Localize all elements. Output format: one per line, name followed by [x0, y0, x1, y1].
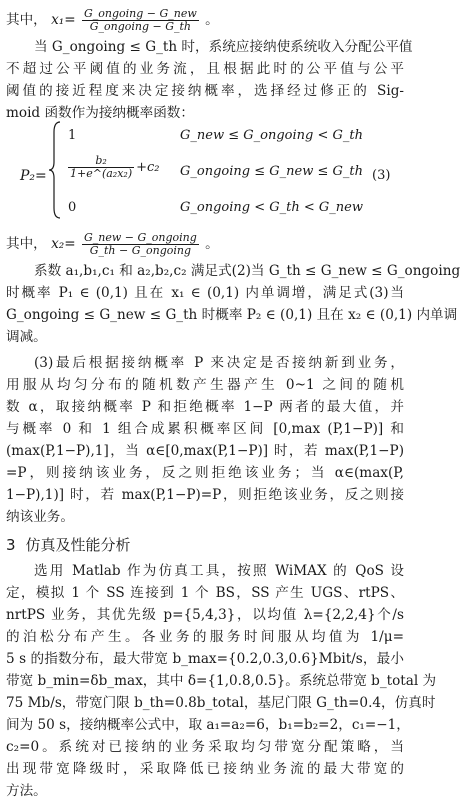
- rule2-line-4: moid 函数作为接纳概率函数：: [6, 105, 194, 121]
- rule3-line-1: (3)最后根据接纳概率 P 来决定是否接纳新到业务，: [34, 355, 404, 371]
- x2-label: x₂=: [51, 236, 76, 252]
- case-2-condition: G_ongoing ≤ G_new ≤ G_th: [180, 164, 363, 179]
- x2-suffix: 。: [205, 236, 219, 252]
- left-brace-icon: [48, 120, 62, 220]
- x1-prefix: 其中，: [6, 12, 47, 28]
- x2-numerator: G_new − G_ongoing: [83, 231, 197, 244]
- x2-denominator: G_th − G_ongoing: [89, 244, 192, 257]
- sim-line-11: 方法。: [6, 783, 47, 799]
- x2-definition: [6, 232, 404, 257]
- params-line-3: G_ongoing ≤ G_new ≤ G_th 时概率 P₂ ∈ (0,1) 且在 x₂ ∈ (0,1) 内单调: [6, 307, 458, 323]
- rule2-line-3: 阈值的接近程度来决定接纳概率，选择经过修正的 Sig-: [6, 83, 404, 99]
- case-1-condition: G_new ≤ G_ongoing < G_th: [180, 128, 363, 143]
- rule3-line-3: 数 α，取接纳概率 P 和拒绝概率 1−P 两者的最大值，并: [6, 399, 404, 415]
- rule3-line-6: =P，则接纳该业务，反之则拒绝该业务；当 α∈(max(P,: [6, 465, 404, 481]
- sim-line-3: nrtPS 业务，其优先级 p={5,4,3}，以均值 λ={2,2,4}个/s: [6, 607, 404, 623]
- params-line-2: 时概率 P₁ ∈ (0,1) 且在 x₁ ∈ (0,1) 内单调增，满足式(3)当: [6, 285, 404, 301]
- sim-line-9: c₂=0。系统对已接纳的业务采取均匀带宽分配策略，当: [6, 739, 404, 755]
- case-3-condition: G_ongoing < G_th < G_new: [180, 200, 363, 215]
- sim-line-10: 出现带宽降级时，采取降低已接纳业务流的最大带宽的: [6, 761, 404, 777]
- x1-fraction: [82, 8, 199, 33]
- x2-prefix: 其中，: [6, 236, 47, 252]
- sim-line-6: 带宽 b_min=δb_max，其中 δ={1,0.8,0.5}。系统总带宽 b_total 为: [6, 673, 437, 689]
- case-2-denominator: 1+e^(a₂x₂): [70, 167, 133, 180]
- case-3-value: 0: [68, 200, 77, 215]
- case-2-numerator: b₂: [68, 155, 134, 168]
- x1-definition: [6, 8, 404, 33]
- x1-suffix: 。: [205, 12, 219, 28]
- params-line-4: 调减。: [6, 329, 47, 345]
- x1-label: x₁=: [51, 12, 76, 28]
- sim-line-5: 5 s 的指数分布，最大带宽 b_max={0.2,0.3,0.6}Mbit/s，最小: [6, 651, 404, 667]
- x2-fraction: [82, 232, 199, 257]
- case-1-value: 1: [68, 128, 77, 143]
- section-title: 仿真及性能分析: [25, 536, 131, 554]
- rule3-line-2: 用服从均匀分布的随机数产生器产生 0~1 之间的随机: [6, 377, 404, 393]
- sim-line-1: 选用 Matlab 作为仿真工具，按照 WiMAX 的 QoS 设: [34, 563, 404, 579]
- rule3-line-4: 与概率 0 和 1 组合成累积概率区间 [0,max (P,1−P)] 和: [6, 421, 404, 437]
- equation-3-number: (3): [372, 168, 391, 183]
- rule3-line-7: 1−P),1)] 时，若 max(P,1−P)=P，则拒绝该业务，反之则接: [6, 487, 404, 503]
- sim-line-8: 间为 50 s，接纳概率公式中，取 a₁=a₂=6，b₁=b₂=2，c₁=−1，: [6, 717, 410, 733]
- sim-line-2: 定，模拟 1 个 SS 连接到 1 个 BS，SS 产生 UGS、rtPS、: [6, 585, 404, 601]
- rule3-line-8: 纳该业务。: [6, 509, 74, 525]
- x1-numerator: G_ongoing − G_new: [83, 7, 197, 20]
- case-2-fraction: [68, 155, 134, 180]
- params-line-1: 系数 a₁,b₁,c₁ 和 a₂,b₂,c₂ 满足式(2)当 G_th ≤ G_new ≤ G_ongoing: [34, 263, 460, 279]
- rule3-line-5: (max(P,1−P),1]，当 α∈[0,max(P,1−P)] 时，若 max(P,1−P): [6, 443, 404, 459]
- section-heading: [6, 536, 131, 554]
- x1-denominator: G_ongoing − G_th: [89, 20, 192, 33]
- case-2-expression: [66, 155, 160, 180]
- sim-line-7: 75 Mb/s，带宽门限 b_th=0.8b_total，基尼门限 G_th=0.4，仿真时: [6, 695, 436, 711]
- section-number: 3: [6, 536, 16, 554]
- sim-line-4: 的泊松分布产生。各业务的服务时间服从均值为 1/μ=: [6, 629, 404, 645]
- equation-3-lhs: P₂=: [20, 168, 47, 184]
- rule2-line-2: 不超过公平阈值的业务流，且根据此时的公平值与公平: [6, 61, 404, 77]
- rule2-line-1: 当 G_ongoing ≤ G_th 时，系统应接纳使系统收入分配公平值: [34, 39, 413, 55]
- case-2-tail: +c₂: [136, 160, 160, 175]
